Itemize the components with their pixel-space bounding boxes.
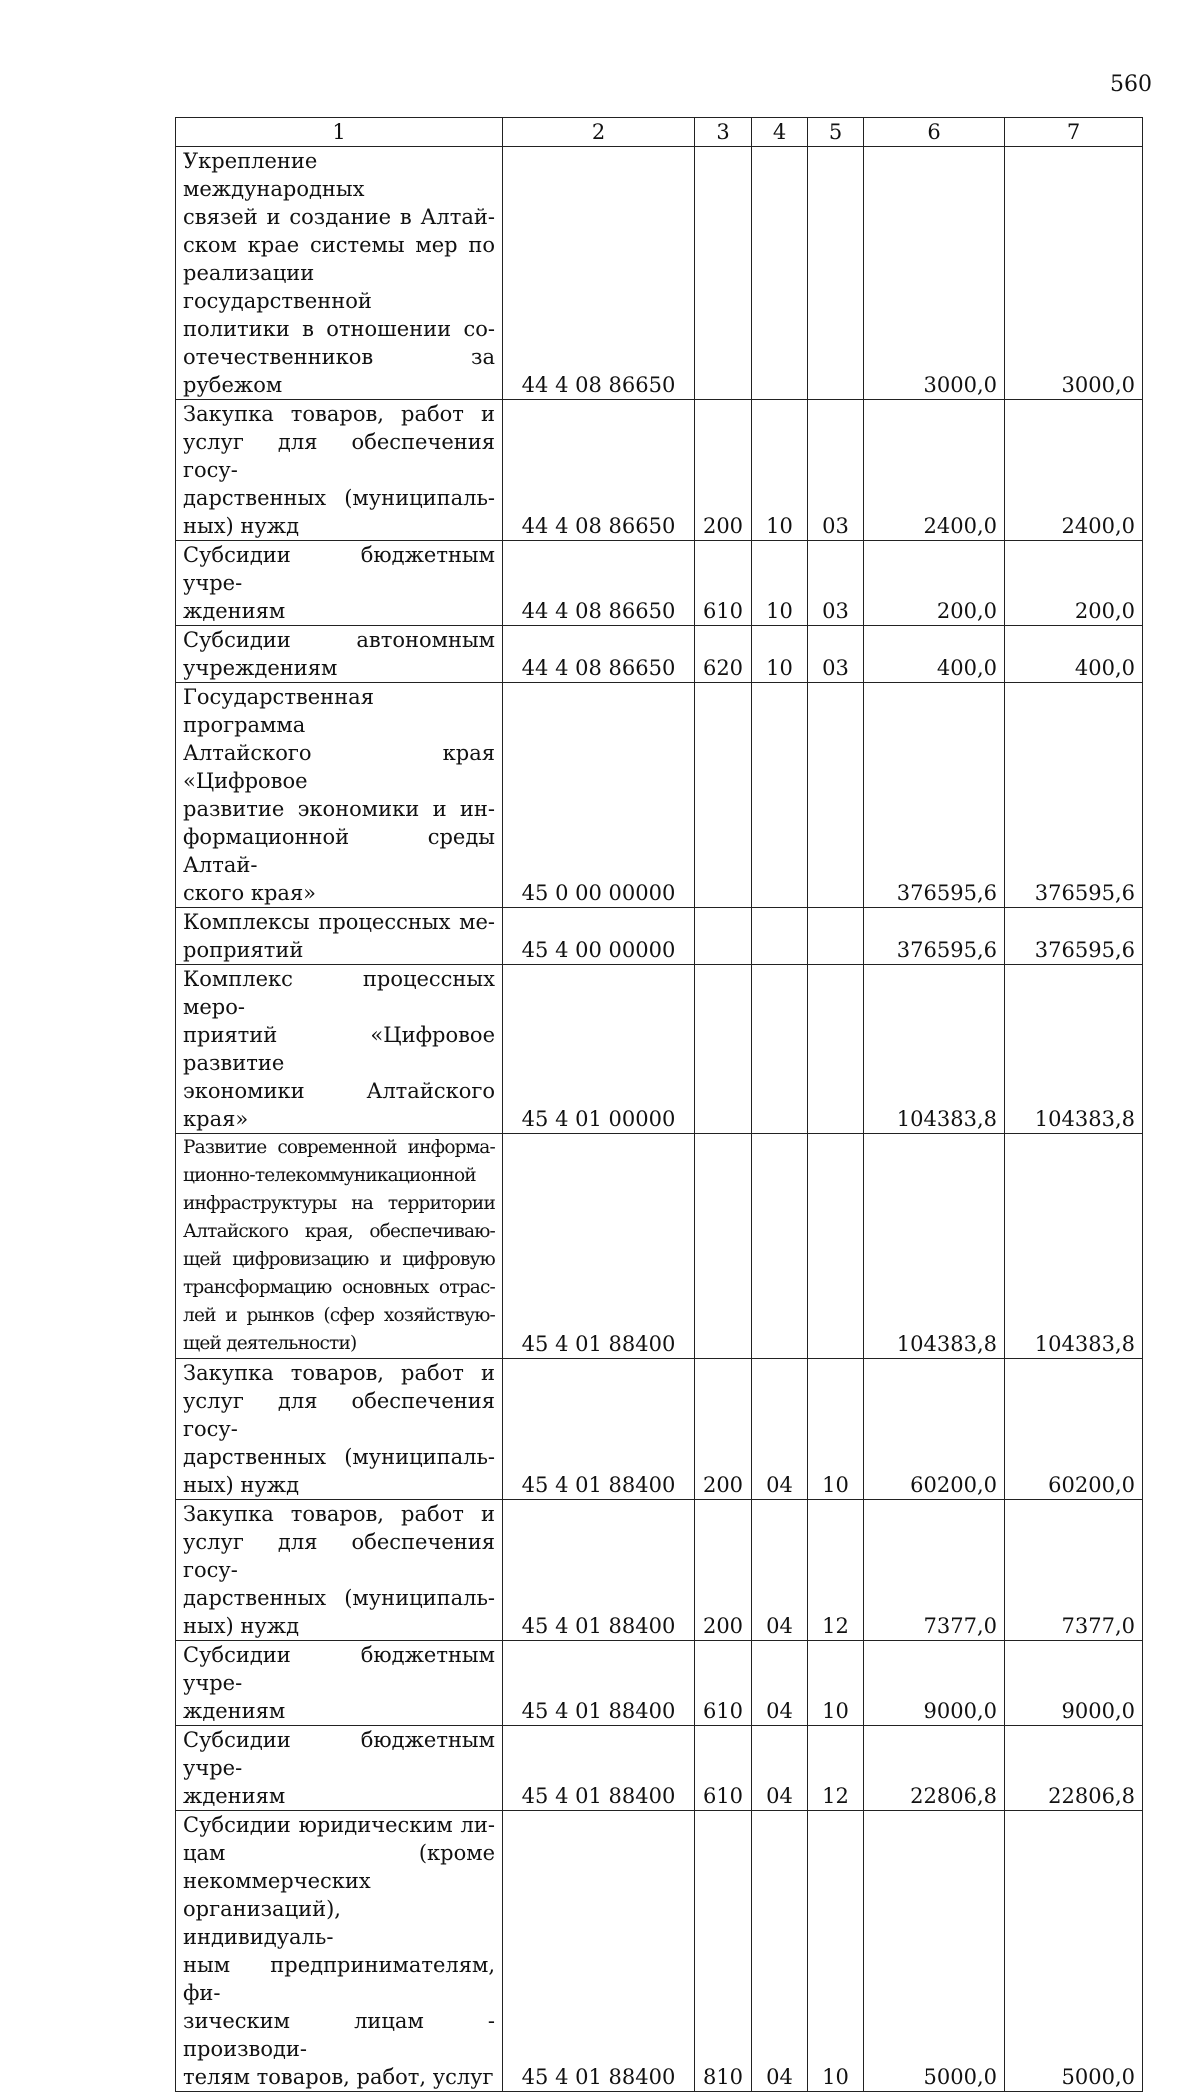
- code-cell: 44 4 08 86650: [503, 541, 695, 626]
- item-name-line: ных) нужд: [183, 1614, 300, 1638]
- item-name-line: учреждениям: [183, 656, 338, 680]
- item-name-cell: [176, 147, 503, 400]
- amount-cell: 3000,0: [1005, 147, 1143, 400]
- amount-cell: 60200,0: [864, 1359, 1005, 1500]
- item-name-line: ждениям: [183, 599, 286, 623]
- page-number: 560: [1110, 72, 1152, 97]
- amount-cell: 7377,0: [1005, 1500, 1143, 1641]
- amount-cell: 7377,0: [864, 1500, 1005, 1641]
- item-name-line: приятий «Цифровое развитие: [183, 1023, 495, 1075]
- subsection-cell: [808, 908, 864, 965]
- item-name-cell: [176, 1726, 503, 1811]
- item-name-line: Алтайского края «Цифровое: [183, 741, 495, 793]
- subsection-cell: 03: [808, 626, 864, 683]
- item-name-line: дарственных (муниципаль-: [183, 1445, 495, 1469]
- expense-type-cell: 610: [695, 1641, 752, 1726]
- item-name-line: услуг для обеспечения госу-: [183, 430, 495, 482]
- item-name-line: Комплексы процессных ме-: [183, 910, 495, 934]
- item-name-line: ционно-телекоммуникационной: [183, 1165, 476, 1186]
- expense-type-cell: 620: [695, 626, 752, 683]
- header-cell: 3: [695, 118, 752, 147]
- code-cell: 44 4 08 86650: [503, 147, 695, 400]
- amount-cell: 3000,0: [864, 147, 1005, 400]
- code-cell: 45 4 00 00000: [503, 908, 695, 965]
- table-row: [176, 1359, 1143, 1500]
- header-cell: 2: [503, 118, 695, 147]
- item-name-cell: [176, 626, 503, 683]
- table-row: [176, 908, 1143, 965]
- item-name-line: щей цифровизацию и цифровую: [183, 1249, 495, 1270]
- item-name-line: Государственная программа: [183, 685, 374, 737]
- item-name-line: отечественников за рубежом: [183, 345, 495, 397]
- code-cell: 45 4 01 00000: [503, 965, 695, 1134]
- item-name-line: Комплекс процессных меро-: [183, 967, 495, 1019]
- subsection-cell: 12: [808, 1500, 864, 1641]
- item-name-cell: [176, 1641, 503, 1726]
- item-name-line: формационной среды Алтай-: [183, 825, 495, 877]
- amount-cell: 104383,8: [864, 965, 1005, 1134]
- code-cell: 45 4 01 88400: [503, 1641, 695, 1726]
- item-name-line: ждениям: [183, 1699, 286, 1723]
- item-name-line: Закупка товаров, работ и: [183, 402, 495, 426]
- amount-cell: 400,0: [1005, 626, 1143, 683]
- amount-cell: 2400,0: [1005, 400, 1143, 541]
- item-name-line: телям товаров, работ, услуг: [183, 2065, 494, 2089]
- item-name-line: Субсидии бюджетным учре-: [183, 543, 495, 595]
- item-name-line: Субсидии бюджетным учре-: [183, 1728, 495, 1780]
- item-name-line: услуг для обеспечения госу-: [183, 1389, 495, 1441]
- item-name-cell: [176, 1500, 503, 1641]
- amount-cell: 104383,8: [864, 1134, 1005, 1359]
- subsection-cell: [808, 147, 864, 400]
- table-row: [176, 1641, 1143, 1726]
- expense-type-cell: [695, 1134, 752, 1359]
- item-name-line: ского края»: [183, 881, 317, 905]
- item-name-cell: [176, 541, 503, 626]
- item-name-line: ным предпринимателям, фи-: [183, 1953, 495, 2005]
- item-name-line: политики в отношении со-: [183, 317, 495, 341]
- amount-cell: 376595,6: [864, 908, 1005, 965]
- code-cell: 44 4 08 86650: [503, 400, 695, 541]
- item-name-line: услуг для обеспечения госу-: [183, 1530, 495, 1582]
- item-name-line: Укрепление международных: [183, 149, 365, 201]
- amount-cell: 22806,8: [1005, 1726, 1143, 1811]
- subsection-cell: 10: [808, 1359, 864, 1500]
- amount-cell: 60200,0: [1005, 1359, 1143, 1500]
- code-cell: 45 4 01 88400: [503, 1134, 695, 1359]
- amount-cell: 376595,6: [1005, 908, 1143, 965]
- item-name-line: лей и рынков (сфер хозяйствую-: [183, 1305, 495, 1326]
- section-cell: [752, 908, 808, 965]
- table-row: [176, 541, 1143, 626]
- amount-cell: 200,0: [864, 541, 1005, 626]
- section-cell: 10: [752, 626, 808, 683]
- item-name-line: экономики Алтайского края»: [183, 1079, 495, 1131]
- table-row: [176, 683, 1143, 908]
- expense-type-cell: 200: [695, 1500, 752, 1641]
- amount-cell: 400,0: [864, 626, 1005, 683]
- amount-cell: 9000,0: [864, 1641, 1005, 1726]
- code-cell: 45 0 00 00000: [503, 683, 695, 908]
- section-cell: [752, 965, 808, 1134]
- subsection-cell: 10: [808, 1641, 864, 1726]
- header-cell: 1: [176, 118, 503, 147]
- item-name-line: трансформацию основных отрас-: [183, 1277, 495, 1298]
- section-cell: 04: [752, 1811, 808, 2092]
- expense-type-cell: [695, 965, 752, 1134]
- table-row: [176, 147, 1143, 400]
- expense-type-cell: 200: [695, 1359, 752, 1500]
- expense-type-cell: [695, 147, 752, 400]
- amount-cell: 104383,8: [1005, 965, 1143, 1134]
- amount-cell: 22806,8: [864, 1726, 1005, 1811]
- item-name-cell: [176, 1134, 503, 1359]
- item-name-line: дарственных (муниципаль-: [183, 1586, 495, 1610]
- header-cell: 5: [808, 118, 864, 147]
- expense-type-cell: 810: [695, 1811, 752, 2092]
- table-row: [176, 1726, 1143, 1811]
- item-name-line: зическим лицам - производи-: [183, 2009, 495, 2061]
- item-name-line: Субсидии юридическим ли-: [183, 1813, 495, 1837]
- item-name-line: организаций), индивидуаль-: [183, 1897, 341, 1949]
- section-cell: 04: [752, 1641, 808, 1726]
- amount-cell: 2400,0: [864, 400, 1005, 541]
- item-name-line: ждениям: [183, 1784, 286, 1808]
- subsection-cell: 03: [808, 541, 864, 626]
- amount-cell: 5000,0: [1005, 1811, 1143, 2092]
- header-cell: 7: [1005, 118, 1143, 147]
- table-row: [176, 400, 1143, 541]
- item-name-line: Развитие современной информа-: [183, 1137, 495, 1158]
- item-name-cell: [176, 1359, 503, 1500]
- item-name-line: роприятий: [183, 938, 304, 962]
- item-name-line: щей деятельности): [183, 1333, 357, 1354]
- item-name-cell: [176, 1811, 503, 2092]
- section-cell: [752, 147, 808, 400]
- item-name-line: ных) нужд: [183, 514, 300, 538]
- table-row: [176, 1811, 1143, 2092]
- amount-cell: 9000,0: [1005, 1641, 1143, 1726]
- expense-type-cell: 200: [695, 400, 752, 541]
- code-cell: 45 4 01 88400: [503, 1359, 695, 1500]
- item-name-line: Субсидии бюджетным учре-: [183, 1643, 495, 1695]
- subsection-cell: [808, 965, 864, 1134]
- amount-cell: 376595,6: [1005, 683, 1143, 908]
- section-cell: 04: [752, 1726, 808, 1811]
- item-name-line: Закупка товаров, работ и: [183, 1502, 495, 1526]
- table-row: [176, 1134, 1143, 1359]
- section-cell: 04: [752, 1359, 808, 1500]
- expense-type-cell: 610: [695, 1726, 752, 1811]
- expense-type-cell: [695, 908, 752, 965]
- item-name-cell: [176, 400, 503, 541]
- header-row: [176, 118, 1143, 147]
- section-cell: 10: [752, 400, 808, 541]
- table-row: [176, 965, 1143, 1134]
- subsection-cell: 12: [808, 1726, 864, 1811]
- subsection-cell: [808, 683, 864, 908]
- code-cell: 45 4 01 88400: [503, 1500, 695, 1641]
- table-row: [176, 1500, 1143, 1641]
- expense-type-cell: 610: [695, 541, 752, 626]
- item-name-line: Субсидии автономным: [183, 628, 495, 652]
- item-name-cell: [176, 908, 503, 965]
- item-name-line: Алтайского края, обеспечиваю-: [183, 1221, 495, 1242]
- subsection-cell: 10: [808, 1811, 864, 2092]
- item-name-line: развитие экономики и ин-: [183, 797, 495, 821]
- section-cell: 04: [752, 1500, 808, 1641]
- item-name-cell: [176, 683, 503, 908]
- amount-cell: 5000,0: [864, 1811, 1005, 2092]
- subsection-cell: [808, 1134, 864, 1359]
- item-name-line: реализации государственной: [183, 261, 372, 313]
- budget-table: [175, 117, 1143, 2092]
- subsection-cell: 03: [808, 400, 864, 541]
- amount-cell: 104383,8: [1005, 1134, 1143, 1359]
- expense-type-cell: [695, 683, 752, 908]
- item-name-line: связей и создание в Алтай-: [183, 205, 495, 229]
- item-name-line: ском крае системы мер по: [183, 233, 495, 257]
- section-cell: [752, 1134, 808, 1359]
- section-cell: [752, 683, 808, 908]
- item-name-line: Закупка товаров, работ и: [183, 1361, 495, 1385]
- item-name-line: цам (кроме некоммерческих: [183, 1841, 495, 1893]
- item-name-line: дарственных (муниципаль-: [183, 486, 495, 510]
- header-cell: 4: [752, 118, 808, 147]
- amount-cell: 200,0: [1005, 541, 1143, 626]
- section-cell: 10: [752, 541, 808, 626]
- code-cell: 44 4 08 86650: [503, 626, 695, 683]
- item-name-line: инфраструктуры на территории: [183, 1193, 495, 1214]
- code-cell: 45 4 01 88400: [503, 1811, 695, 2092]
- item-name-line: ных) нужд: [183, 1473, 300, 1497]
- table-row: [176, 626, 1143, 683]
- item-name-cell: [176, 965, 503, 1134]
- header-cell: 6: [864, 118, 1005, 147]
- amount-cell: 376595,6: [864, 683, 1005, 908]
- code-cell: 45 4 01 88400: [503, 1726, 695, 1811]
